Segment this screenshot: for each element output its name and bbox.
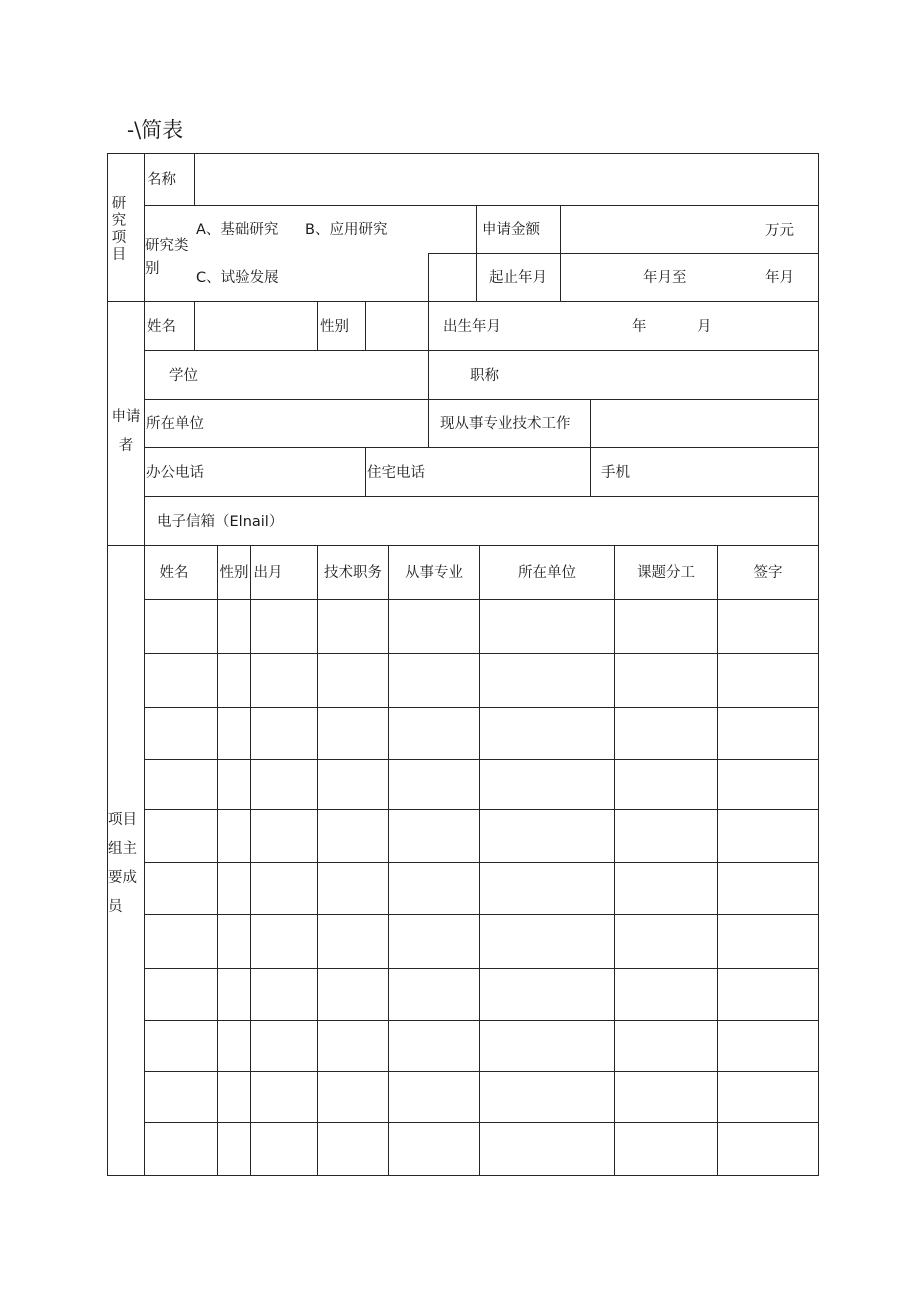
applicant-section-label: 申请 者 xyxy=(111,409,141,454)
period-from: 年月至 xyxy=(643,270,687,286)
home-phone-label: 住宅电话 xyxy=(367,465,425,481)
table-row xyxy=(144,1071,819,1072)
col-header-unit: 所在单位 xyxy=(518,564,576,581)
table-row xyxy=(144,707,819,708)
col-header-signature: 签字 xyxy=(753,564,783,581)
table-row xyxy=(144,914,819,915)
members-section-label: 项目 组主 要成 员 xyxy=(108,812,137,915)
section-divider-1 xyxy=(107,301,819,302)
applicant-current-work-label: 现从事专业技术工作 xyxy=(440,416,571,432)
applicant-name-label: 姓名 xyxy=(147,319,176,335)
border-right xyxy=(818,153,819,1176)
col-header-name: 姓名 xyxy=(159,564,189,581)
applicant-title-label: 职称 xyxy=(470,368,499,384)
birth-month-unit: 月 xyxy=(697,319,712,335)
border-bottom xyxy=(107,1175,819,1176)
option-c-experimental-development[interactable]: C、试验发展 xyxy=(196,270,279,286)
col-header-task: 课题分工 xyxy=(637,564,695,581)
border-top xyxy=(107,153,819,154)
table-row xyxy=(144,1020,819,1021)
table-row xyxy=(144,599,819,600)
table-row xyxy=(144,968,819,969)
office-phone-label: 办公电话 xyxy=(146,465,204,481)
amount-label: 申请金额 xyxy=(482,222,540,238)
table-row xyxy=(144,862,819,863)
table-row xyxy=(144,809,819,810)
project-category-label: 研究类 别 xyxy=(145,238,189,277)
col-header-gender: 性别 xyxy=(219,564,249,581)
page-title: -\简表 xyxy=(127,118,184,142)
project-name-label: 名称 xyxy=(147,172,176,188)
table-row xyxy=(144,653,819,654)
applicant-degree-label: 学位 xyxy=(169,368,198,384)
col-header-major: 从事专业 xyxy=(405,564,463,581)
period-label: 起止年月 xyxy=(489,270,547,286)
label-column-divider xyxy=(144,153,145,1176)
option-b-applied-research[interactable]: B、应用研究 xyxy=(305,222,388,238)
applicant-gender-label: 性别 xyxy=(320,319,349,335)
col-header-title: 技术职务 xyxy=(324,564,382,581)
table-row xyxy=(144,759,819,760)
period-to: 年月 xyxy=(765,270,794,286)
project-section-label: 研 究 项 目 xyxy=(111,196,127,263)
email-label: 电子信箱（Elnail） xyxy=(157,514,284,530)
applicant-unit-label: 所在单位 xyxy=(146,416,204,432)
border-left xyxy=(107,153,108,1176)
birth-year-unit: 年 xyxy=(632,319,647,335)
amount-unit: 万元 xyxy=(765,223,794,239)
option-a-basic-research[interactable]: A、基础研究 xyxy=(196,222,279,238)
col-header-birth: 出月 xyxy=(253,564,283,581)
mobile-label: 手机 xyxy=(601,465,630,481)
table-row xyxy=(144,1122,819,1123)
applicant-birth-label: 出生年月 xyxy=(443,319,501,335)
